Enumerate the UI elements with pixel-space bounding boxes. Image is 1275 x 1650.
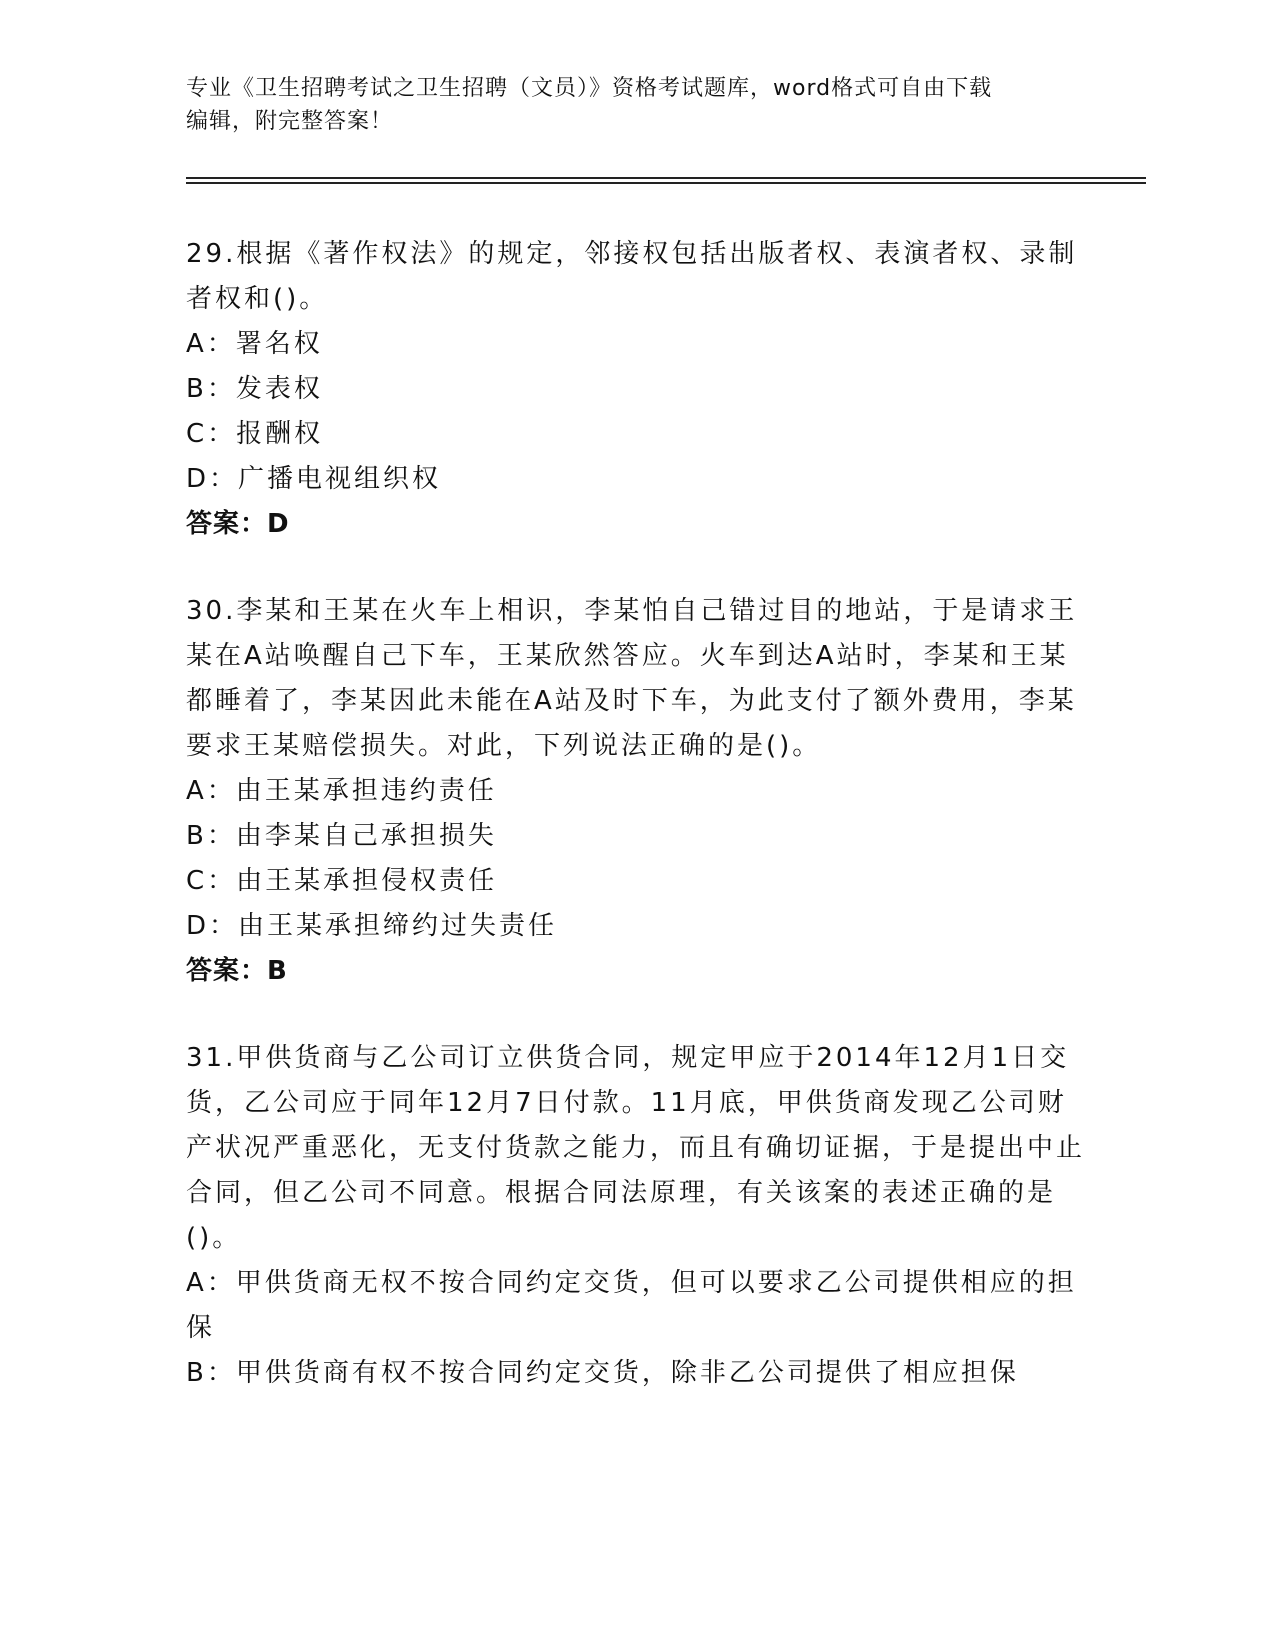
question-list <box>186 232 1086 1438</box>
document-header <box>186 72 1086 138</box>
option-d: D：广播电视组织权 <box>186 464 442 494</box>
option-a: A：署名权 <box>186 329 323 359</box>
question-stem: 31.甲供货商与乙公司订立供货合同，规定甲应于2014年12月1日交货，乙公司应于同年12月7日付款。11月底，甲供货商发现乙公司财产状况严重恶化，无支付货款之能力，而且有确切证据，于是提出中止合同，但乙公司不同意。根据合同法原理，有关该案的表述正确的是()。 <box>186 1043 1086 1253</box>
header-divider-bottom <box>186 182 1146 184</box>
answer-label: 答案：B <box>186 956 288 986</box>
header-divider-top <box>186 177 1146 179</box>
answer-label: 答案：D <box>186 509 290 539</box>
option-b: B：甲供货商有权不按合同约定交货，除非乙公司提供了相应担保 <box>186 1358 1019 1388</box>
option-b: B：发表权 <box>186 374 323 404</box>
option-c: C：由王某承担侵权责任 <box>186 866 498 896</box>
question-29 <box>186 232 1086 547</box>
option-d: D：由王某承担缔约过失责任 <box>186 911 558 941</box>
question-31 <box>186 1036 1086 1396</box>
header-line-1: 专业《卫生招聘考试之卫生招聘（文员）》资格考试题库，word格式可自由下载 <box>186 76 993 101</box>
option-a: A：甲供货商无权不按合同约定交货，但可以要求乙公司提供相应的担保 <box>186 1268 1077 1343</box>
option-b: B：由李某自己承担损失 <box>186 821 497 851</box>
option-c: C：报酬权 <box>186 419 324 449</box>
option-a: A：由王某承担违约责任 <box>186 776 497 806</box>
question-30 <box>186 589 1086 994</box>
header-line-2: 编辑，附完整答案！ <box>186 109 394 134</box>
question-stem: 30.李某和王某在火车上相识，李某怕自己错过目的地站，于是请求王某在A站唤醒自己下车，王某欣然答应。火车到达A站时，李某和王某都睡着了，李某因此未能在A站及时下车，为此支付了额外费用，李某要求王某赔偿损失。对此，下列说法正确的是()。 <box>186 596 1078 761</box>
question-stem: 29.根据《著作权法》的规定，邻接权包括出版者权、表演者权、录制者权和()。 <box>186 239 1078 314</box>
